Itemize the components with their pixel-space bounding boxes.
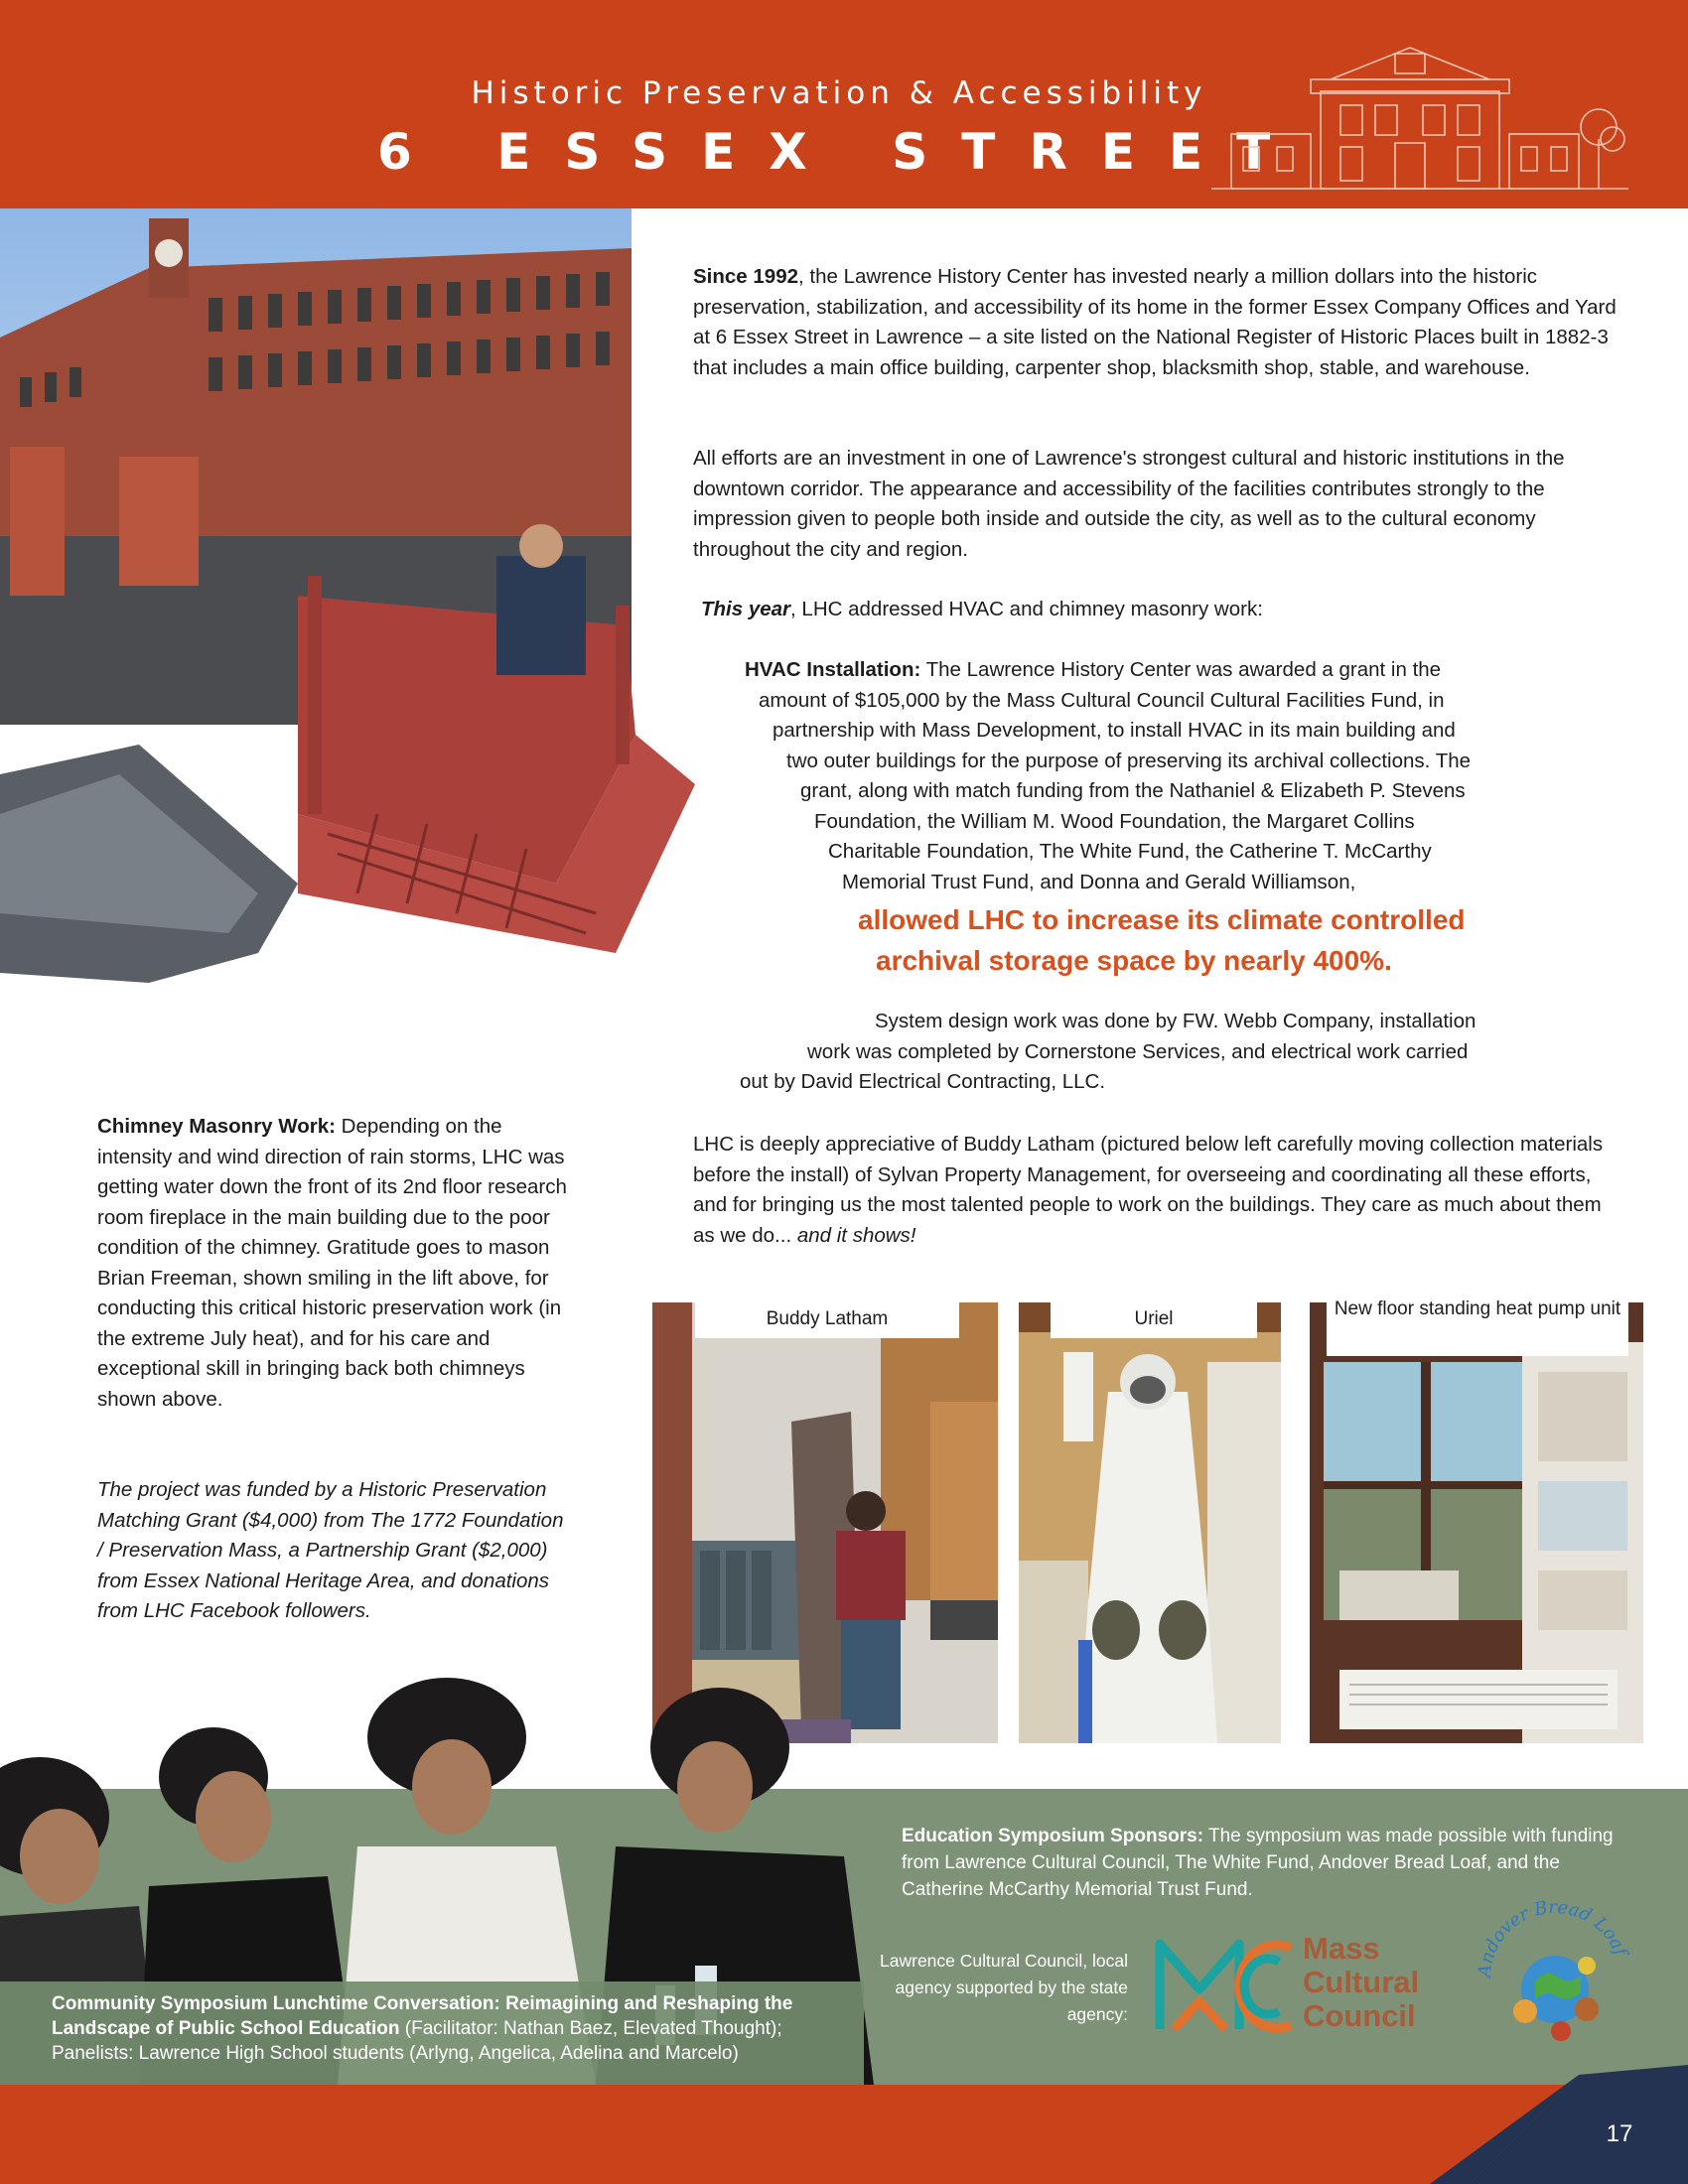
symposium-caption <box>0 1981 864 2085</box>
page-title: 6 ESSEX STREET <box>377 123 1305 181</box>
lcc-note: Lawrence Cultural Council, local agency supported by the state agency: <box>880 1951 1128 2024</box>
highlight-line-1: allowed LHC to increase its climate controlled <box>858 904 1466 935</box>
efforts-paragraph: All efforts are an investment in one of Lawrence's strongest cultural and historic institutions in the downtown corridor. The appearance and accessibility of the facilities contributes strongly to the impression given to people both inside and outside the city, as well as to the cultural economy throughout the city and region. <box>693 447 1565 561</box>
hvac-highlight <box>858 899 1632 981</box>
this-year-text: , LHC addressed HVAC and chimney masonry work: <box>790 598 1263 620</box>
hvac-paragraph <box>745 655 1638 897</box>
symposium-caption-rest: (Facilitator: Nathan Baez, Elevated Thought); Panelists: Lawrence High School students (Arlyng, Angelica, Adelina and Marcelo) <box>52 2018 782 2064</box>
hvac-line-1 <box>745 655 1638 686</box>
highlight-line-2: archival storage space by nearly 400%. <box>876 945 1392 976</box>
mcc-line-3: Council <box>1303 1998 1416 2033</box>
abl-name: Andover Bread Loaf <box>1474 1896 1631 1979</box>
caption-heat-pump: New floor standing heat pump unit <box>1327 1293 1628 1356</box>
caption-buddy-latham: Buddy Latham <box>695 1298 959 1338</box>
mass-cultural-council-wordmark <box>1303 1932 1419 2033</box>
hvac-line-4: two outer buildings for the purpose of preserving its archival collections. The <box>786 749 1472 772</box>
andover-bread-loaf-logo-icon <box>1466 1886 1644 2065</box>
hvac-line-2: amount of $105,000 by the Mass Cultural Council Cultural Facilities Fund, in <box>759 688 1445 712</box>
hvac-line-8: Memorial Trust Fund, and Donna and Gerald Williamson, <box>842 870 1356 893</box>
hvac-line-1-text: The Lawrence History Center was awarded a grant in the <box>920 658 1442 681</box>
caption-uriel: Uriel <box>1051 1298 1257 1338</box>
buddy-text: LHC is deeply appreciative of Buddy Latham (pictured below left carefully moving collection materials before the install) of Sylvan Property Management, for overseeing and coordinating all these efforts, and for bringing us the most talented people to work on the buildings. They care as much about them as we do... <box>693 1133 1604 1247</box>
mcc-line-1: Mass <box>1303 1931 1380 1966</box>
hvac-line-7: Charitable Foundation, The White Fund, the Catherine T. McCarthy <box>828 840 1432 863</box>
hvac-lead: HVAC Installation: <box>745 658 921 681</box>
system-line-2: work was completed by Cornerstone Services, and electrical work carried <box>807 1039 1469 1063</box>
sponsors-lead: Education Symposium Sponsors: <box>902 1826 1204 1846</box>
footer-corner-decoration <box>1430 2065 1688 2184</box>
uriel-photo <box>1019 1302 1281 1743</box>
system-line-3: out by David Electrical Contracting, LLC. <box>740 1070 1106 1093</box>
buddy-paragraph <box>693 1130 1617 1251</box>
symposium-caption-lead: Community Symposium Lunchtime Conversation: Reimagining and Reshaping the Landscape of Public School Education <box>52 1993 793 2039</box>
chimney-paragraph <box>97 1112 574 1415</box>
system-design-paragraph <box>740 1007 1633 1098</box>
heat-pump-photo <box>1310 1302 1643 1743</box>
hvac-line-3: partnership with Mass Development, to install HVAC in its main building and <box>773 719 1456 742</box>
building-sketch-icon <box>1211 40 1628 199</box>
intro-paragraph <box>693 262 1617 383</box>
hvac-line-5: grant, along with match funding from the Nathaniel & Elizabeth P. Stevens <box>800 779 1466 802</box>
sponsors-text: The symposium was made possible with funding from Lawrence Cultural Council, The White Fund, Andover Bread Loaf, and the Catherine McCarthy Memorial Trust Fund. <box>902 1826 1614 1900</box>
this-year-lead: This year <box>701 598 791 620</box>
section-kicker: Historic Preservation & Accessibility <box>471 75 1207 111</box>
funding-paragraph: The project was funded by a Historic Preservation Matching Grant ($4,000) from The 1772 Foundation / Preservation Mass, a Partnership Grant ($2,000) from Essex National Heritage Area, and donations from LHC Facebook followers. <box>97 1478 564 1622</box>
page-number: 17 <box>1606 2120 1633 2147</box>
chimney-lead: Chimney Masonry Work: <box>97 1115 336 1138</box>
since-text: , the Lawrence History Center has invested nearly a million dollars into the historic preservation, stabilization, and accessibility of its home in the former Essex Company Offices and Yard at 6 Essex Street in Lawrence – a site listed on the National Register of Historic Places built in 1882-3 that includes a main office building, carpenter shop, blacksmith shop, stable, and warehouse. <box>693 265 1617 379</box>
buddy-italic-end: and it shows! <box>796 1223 916 1247</box>
system-line-1: System design work was done by FW. Webb Company, installation <box>875 1010 1477 1032</box>
chimney-text: Depending on the intensity and wind direction of rain storms, LHC was getting water down the front of its 2nd floor research room fireplace in the main building due to the poor condition of the chimney. Gratitude goes to mason Brian Freeman, shown smiling in the lift above, for conducting this critical historic preservation work (in the extreme July heat), and for his care and exceptional skill in bringing back both chimneys shown above. <box>97 1115 567 1411</box>
mcc-line-2: Cultural <box>1303 1965 1420 1999</box>
masonry-lift-photo <box>0 516 794 1072</box>
this-year-paragraph <box>701 595 1595 625</box>
since-lead: Since 1992 <box>693 265 798 288</box>
hvac-line-6: Foundation, the William M. Wood Foundation, the Margaret Collins <box>814 809 1415 833</box>
